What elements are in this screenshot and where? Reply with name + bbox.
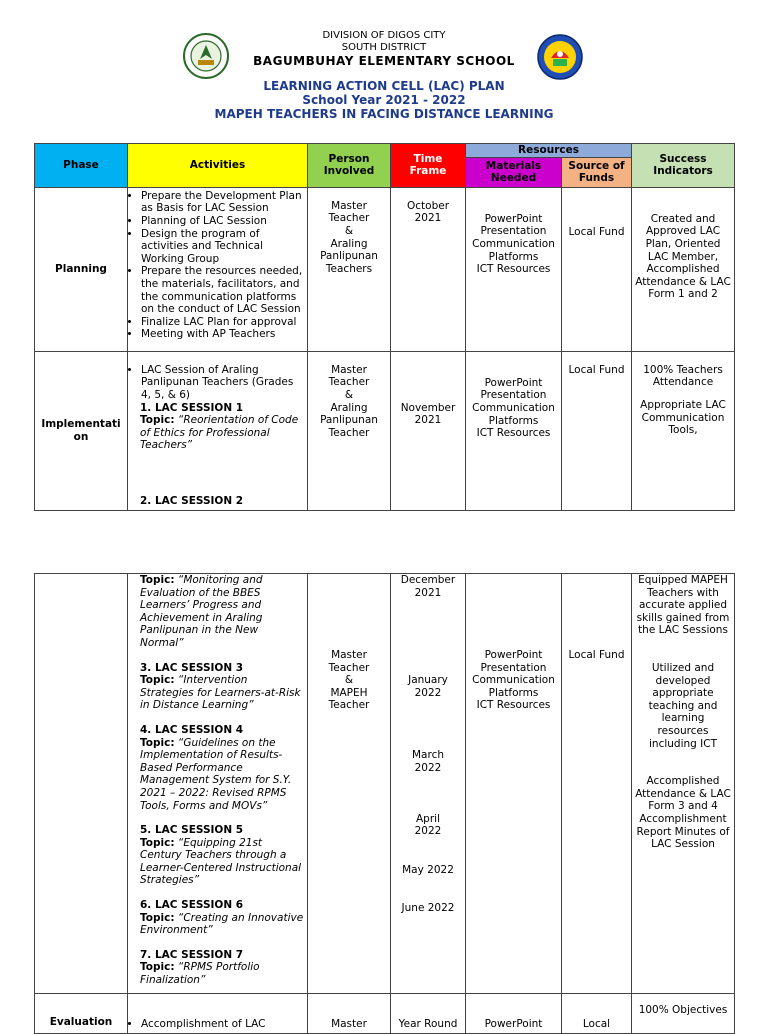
session-1-topic: “Reorientation of Code of Ethics for Professional Teachers”: [140, 414, 299, 452]
phase-continuation: [35, 574, 128, 994]
planning-activities: [128, 187, 308, 351]
table-row-continuation: [35, 574, 735, 994]
implementation-time: November 2021: [391, 351, 466, 510]
planning-success: Created and Approved LAC Plan, Oriented LAC Member, Accomplished Attendance & LAC Form 1 and 2: [632, 187, 735, 351]
list-item: • Prepare the resources needed, the materials, facilitators, and the communication platforms on the conduct of LAC Session: [141, 265, 304, 315]
list-item: • Finalize LAC Plan for approval: [141, 316, 304, 329]
header-activities: Activities: [128, 144, 308, 188]
list-item: • Design the program of activities and Technical Working Group: [141, 228, 304, 266]
header-phase: Phase: [35, 144, 128, 188]
continuation-time: December 2021 January 2022 March 2022 April 2022 May 2022 June 2022: [391, 574, 466, 994]
header-success: Success Indicators: [632, 144, 735, 188]
planning-time: October 2021: [391, 187, 466, 351]
implementation-source: Local Fund: [562, 351, 632, 510]
list-item: • Meeting with AP Teachers: [141, 328, 304, 341]
plan-subtitle: MAPEH TEACHERS IN FACING DISTANCE LEARNING: [214, 107, 554, 121]
implementation-person: Master Teacher & Araling Panlipunan Teacher: [308, 351, 391, 510]
list-item: • Accomplishment of LAC: [141, 1018, 304, 1031]
session-5-title: 5. LAC SESSION 5: [140, 824, 244, 837]
continuation-activities: Topic: “Monitoring and Evaluation of the BBES Learners’ Progress and Achievement in Araling Panlipunan in the New Normal” 3. LAC SESSION 3 Topic: “Intervention Strategies for Learners-at-Risk in Distance Learning” 4. LAC SESSION 4 Topic: “Guidelines on the Implementation of Results-Based Performance Management System for S.Y. 2021 – 2022: Revised RPMS Tools, Forms and MOVs” 5. LAC SESSION 5 Topic: “Equipping 21st Century Teachers through a Learner-Centered Instructional Strategies” 6. LAC SESSION 6 Topic: “Creating an Innovative Environment” 7. LAC SESSION 7 Topic: “RPMS Portfolio Finalization”: [128, 574, 308, 994]
phase-planning: Planning: [35, 187, 128, 351]
planning-source: Local Fund: [562, 187, 632, 351]
header-resources: Resources: [466, 144, 632, 158]
planning-materials: PowerPoint Presentation Communication Platforms ICT Resources: [466, 187, 562, 351]
session-3-topic: “Intervention Strategies for Learners-at-Risk in Distance Learning”: [140, 674, 301, 712]
session-3-title: 3. LAC SESSION 3: [140, 661, 244, 674]
session-2-topic: “Monitoring and Evaluation of the BBES Learners’ Progress and Achievement in Araling Panlipunan in the New Normal”: [140, 574, 263, 649]
plan-title: LEARNING ACTION CELL (LAC) PLAN: [263, 79, 505, 93]
evaluation-activities: [128, 994, 308, 1034]
list-item: • Planning of LAC Session: [141, 215, 304, 228]
implementation-activities: • LAC Session of Araling Panlipunan Teachers (Grades 4, 5, & 6) 1. LAC SESSION 1 Topic: “Reorientation of Code of Ethics for Professional Teachers” 2. LAC SESSION 2: [128, 351, 308, 510]
phase-evaluation: Evaluation: [35, 994, 128, 1034]
implementation-success: 100% Teachers Attendance Appropriate LAC Communication Tools,: [632, 351, 735, 510]
division-text: DIVISION OF DIGOS CITY: [322, 30, 446, 41]
continuation-success: Equipped MAPEH Teachers with accurate applied skills gained from the LAC Sessions Utilized and developed appropriate teaching and learning resources including ICT Accomplished Attendance & LAC Form 3 and 4 Accomplishment Report Minutes of LAC Session: [632, 574, 735, 994]
session-6-topic: “Creating an Innovative Environment”: [140, 911, 304, 937]
session-6-title: 6. LAC SESSION 6: [140, 899, 244, 912]
session-4-topic: “Guidelines on the Implementation of Results-Based Performance Management System for S.Y. 2021 – 2022: Revised RPMS Tools, Forms and MOVs”: [140, 736, 292, 812]
continuation-source: Local Fund: [562, 574, 632, 994]
lac-plan-table-2: [34, 573, 735, 1034]
session-2-title: 2. LAC SESSION 2: [140, 494, 244, 507]
session-1-title: 1. LAC SESSION 1: [140, 401, 244, 414]
lac-plan-table-1: [34, 143, 735, 511]
evaluation-success: 100% Objectives: [632, 994, 735, 1034]
session-4-title: 4. LAC SESSION 4: [140, 723, 244, 736]
list-item: • LAC Session of Araling Panlipunan Teachers (Grades 4, 5, & 6): [141, 364, 304, 402]
evaluation-source: Local: [562, 994, 632, 1034]
evaluation-materials: PowerPoint: [466, 994, 562, 1034]
document-header: [0, 30, 768, 121]
evaluation-person: Master: [308, 994, 391, 1034]
district-text: SOUTH DISTRICT: [341, 42, 427, 53]
session-7-title: 7. LAC SESSION 7: [140, 948, 244, 961]
planning-person: Master Teacher & Araling Panlipunan Teachers: [308, 187, 391, 351]
header-materials: Materials Needed: [466, 157, 562, 187]
continuation-person: Master Teacher & MAPEH Teacher: [308, 574, 391, 994]
table-row-implementation: [35, 351, 735, 510]
table-row-planning: [35, 187, 735, 351]
header-person: Person Involved: [308, 144, 391, 188]
header-time: Time Frame: [391, 144, 466, 188]
session-5-topic: “Equipping 21st Century Teachers through a Learner-Centered Instructional Strategies”: [140, 836, 302, 887]
continuation-materials: PowerPoint Presentation Communication Platforms ICT Resources: [466, 574, 562, 994]
phase-implementation: Implementation: [35, 351, 128, 510]
session-7-topic: “RPMS Portfolio Finalization”: [140, 961, 260, 987]
implementation-materials: PowerPoint Presentation Communication Platforms ICT Resources: [466, 351, 562, 510]
header-source: Source of Funds: [562, 157, 632, 187]
school-year: School Year 2021 - 2022: [302, 93, 466, 107]
table-row-evaluation: [35, 994, 735, 1034]
list-item: • Prepare the Development Plan as Basis for LAC Session: [141, 190, 304, 215]
school-name: BAGUMBUHAY ELEMENTARY SCHOOL: [253, 54, 515, 68]
evaluation-time: Year Round: [391, 994, 466, 1034]
